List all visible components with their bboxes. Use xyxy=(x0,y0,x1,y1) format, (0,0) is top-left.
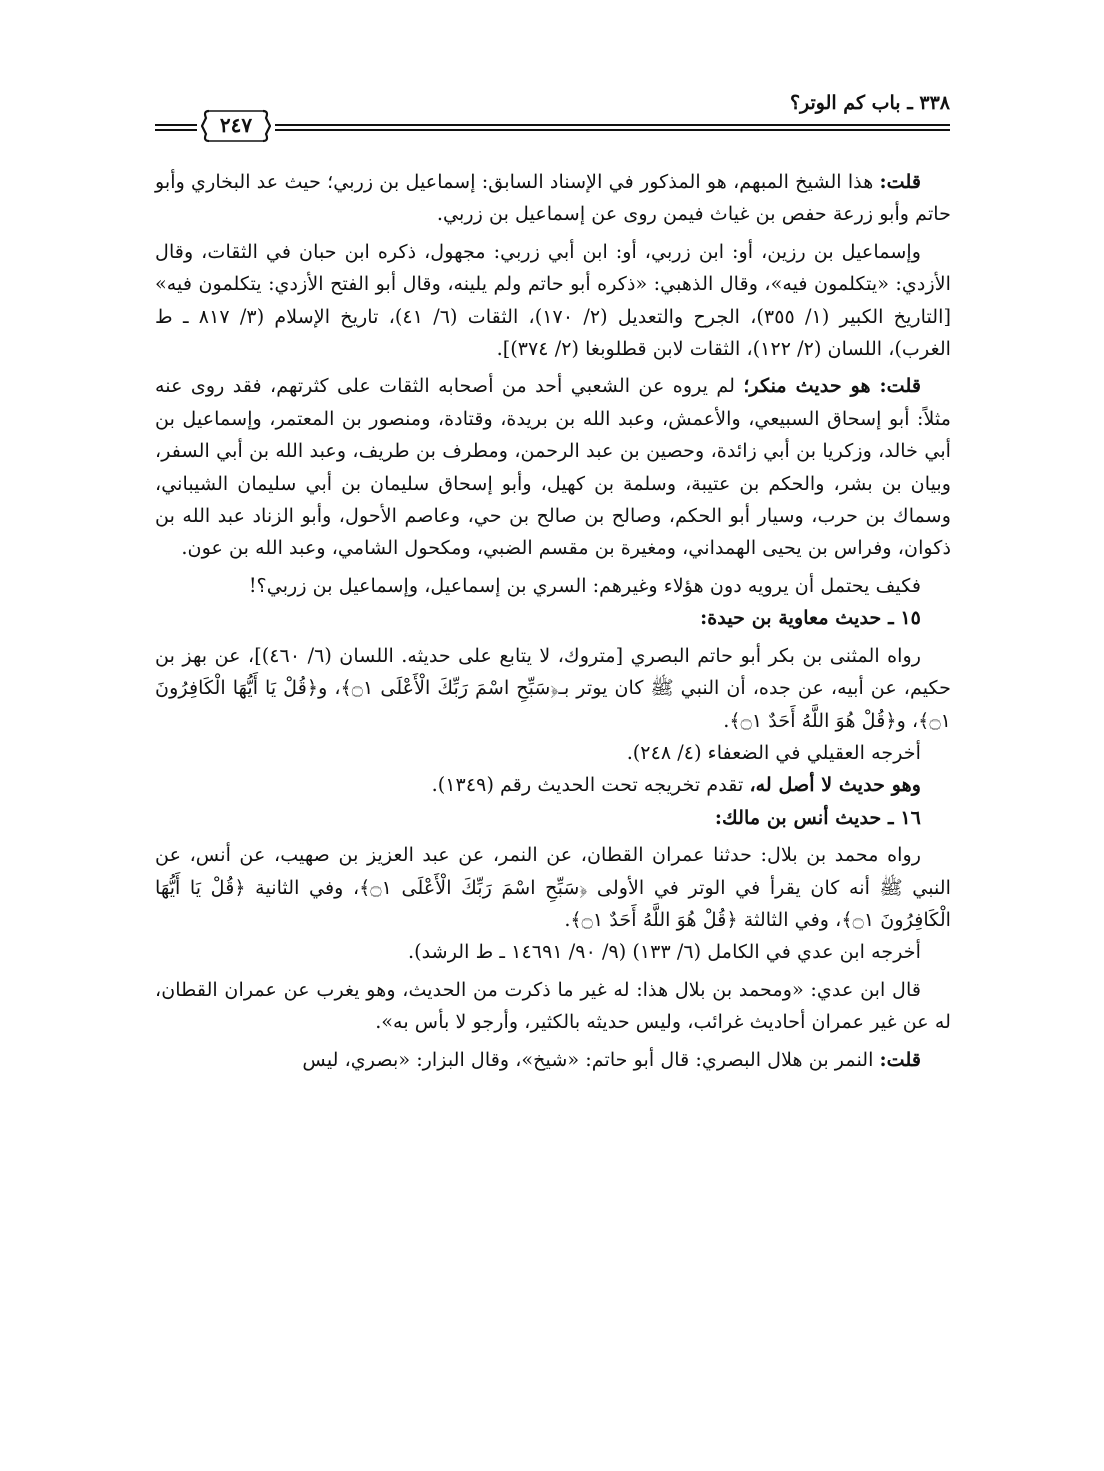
page-number-badge xyxy=(201,108,271,144)
header-rule xyxy=(155,124,197,126)
paragraph-lead: ١٥ ـ حديث معاوية بن حيدة: xyxy=(700,606,921,630)
paragraph xyxy=(155,974,951,1039)
paragraph-text: هذا الشيخ المبهم، هو المذكور في الإسناد السابق: إسماعيل بن زربي؛ حيث عد البخاري وأبو حاتم وأبو زرعة حفص بن غياث فيمن روى عن إسماعيل بن زربي. xyxy=(155,170,951,226)
paragraph xyxy=(155,166,951,231)
paragraph-text: قال ابن عدي: «ومحمد بن بلال هذا: له غير ما ذكرت من الحديث، وهو يغرب عن عمران القطان، له عن غير عمران أحاديث غرائب، وليس حديثه بالكثير، وأرجو لا بأس به». xyxy=(155,977,951,1034)
section-heading xyxy=(155,602,951,634)
paragraph-lead: قلت: xyxy=(879,170,921,193)
paragraph-text: وإسماعيل بن رزين، أو: ابن زربي، أو: ابن أبي زربي: مجهول، ذكره ابن حبان في الثقات، وقال الأزدي: «يتكلمون فيه»، وقال الذهبي: «ذكره أبو حاتم ولم يلينه، وقال أبو الفتح الأزدي: يتكلمون فيه» [التاريخ الكبير (١/ ٣٥٥)، الجرح والتعديل (٢/ ١٧٠)، الثقات (٦/ ٤١)، تاريخ الإسلام (٣/ ٨١٧ ـ ط الغرب)، اللسان (٢/ ١٢٢)، الثقات لابن قطلوبغا (٢/ ٣٧٤)]. xyxy=(155,239,951,361)
paragraph-lead: قلت: هو حديث منكر؛ xyxy=(743,374,922,398)
paragraph-lead: ١٦ ـ حديث أنس بن مالك: xyxy=(714,805,921,829)
section-heading xyxy=(155,802,951,834)
body-text xyxy=(155,166,951,1076)
paragraph xyxy=(155,1044,951,1076)
paragraph-text: تقدم تخريجه تحت الحديث رقم (١٣٤٩). xyxy=(431,773,750,797)
header-rule xyxy=(275,124,950,126)
page-number: ٢٤٧ xyxy=(219,113,253,137)
paragraph xyxy=(155,236,951,366)
paragraph-text: لم يروه عن الشعبي أحد من أصحابه الثقات على كثرتهم، فقد روى عنه مثلاً: أبو إسحاق السبيعي، والأعمش، وعبد الله بن بريدة، وقتادة، ومنصور بن المعتمر، وإسماعيل بن أبي خالد، وزكريا بن أبي زائدة، وحصين بن عبد الرحمن، ومطرف بن طريف، وعبد الله بن أبي السفر، وبيان بن بشر، والحكم بن عتيبة، وسلمة بن كهيل، وأبو إسحاق سليمان بن أبي سليمان الشيباني، وسماك بن حرب، وسيار أبو الحكم، وصالح بن صالح بن حي، وعاصم الأحول، وأبو الزناد عبد الله بن ذكوان، وفراس بن يحيى الهمداني، ومغيرة بن مقسم الضبي، ومكحول الشامي، وعبد الله بن عون. xyxy=(155,374,951,560)
paragraph-text: أخرجه ابن عدي في الكامل (٦/ ١٣٣) (٩/ ٩٠/ ١٤٦٩١ ـ ط الرشد). xyxy=(407,940,921,964)
paragraph xyxy=(155,640,951,737)
paragraph-text: فكيف يحتمل أن يرويه دون هؤلاء وغيرهم: السري بن إسماعيل، وإسماعيل بن زربي؟! xyxy=(248,573,921,597)
header-rule xyxy=(275,129,950,131)
paragraph-lead: وهو حديث لا أصل له، xyxy=(749,773,921,797)
chapter-title: ٣٣٨ ـ باب كم الوتر؟ xyxy=(789,92,950,114)
paragraph xyxy=(155,769,951,801)
paragraph xyxy=(155,737,951,769)
paragraph-text: رواه المثنى بن بكر أبو حاتم البصري [متروك، لا يتابع على حديثه. اللسان (٦/ ٤٦٠)]، عن بهز بن حكيم، عن أبيه، عن جده، أن النبي ﷺ كان يوتر بـ﴿سَبِّحِ اسْمَ رَبِّكَ الْأَعْلَى ۝١﴾، و﴿قُلْ يَا أَيُّهَا الْكَافِرُونَ ۝١﴾، و﴿قُلْ هُوَ اللَّهُ أَحَدٌ ۝١﴾. xyxy=(155,643,952,732)
header-rule xyxy=(155,129,197,131)
paragraph xyxy=(155,936,951,968)
paragraph-text: النمر بن هلال البصري: قال أبو حاتم: «شيخ»، وقال البزار: «بصري، ليس xyxy=(302,1047,880,1071)
paragraph xyxy=(155,839,951,936)
paragraph-text: أخرجه العقيلي في الضعفاء (٤/ ٢٤٨). xyxy=(626,740,921,764)
paragraph-lead: قلت: xyxy=(879,1047,921,1071)
paragraph xyxy=(155,570,951,602)
page-header xyxy=(155,88,950,148)
paragraph-text: رواه محمد بن بلال: حدثنا عمران القطان، عن النمر، عن عبد العزيز بن صهيب، عن أنس، عن النبي ﷺ أنه كان يقرأ في الوتر في الأولى ﴿سَبِّحِ اسْمَ رَبِّكَ الْأَعْلَى ۝١﴾، وفي الثانية ﴿قُلْ يَا أَيُّهَا الْكَافِرُونَ ۝١﴾، وفي الثالثة ﴿قُلْ هُوَ اللَّهُ أَحَدٌ ۝١﴾. xyxy=(155,843,951,931)
paragraph xyxy=(155,370,951,564)
